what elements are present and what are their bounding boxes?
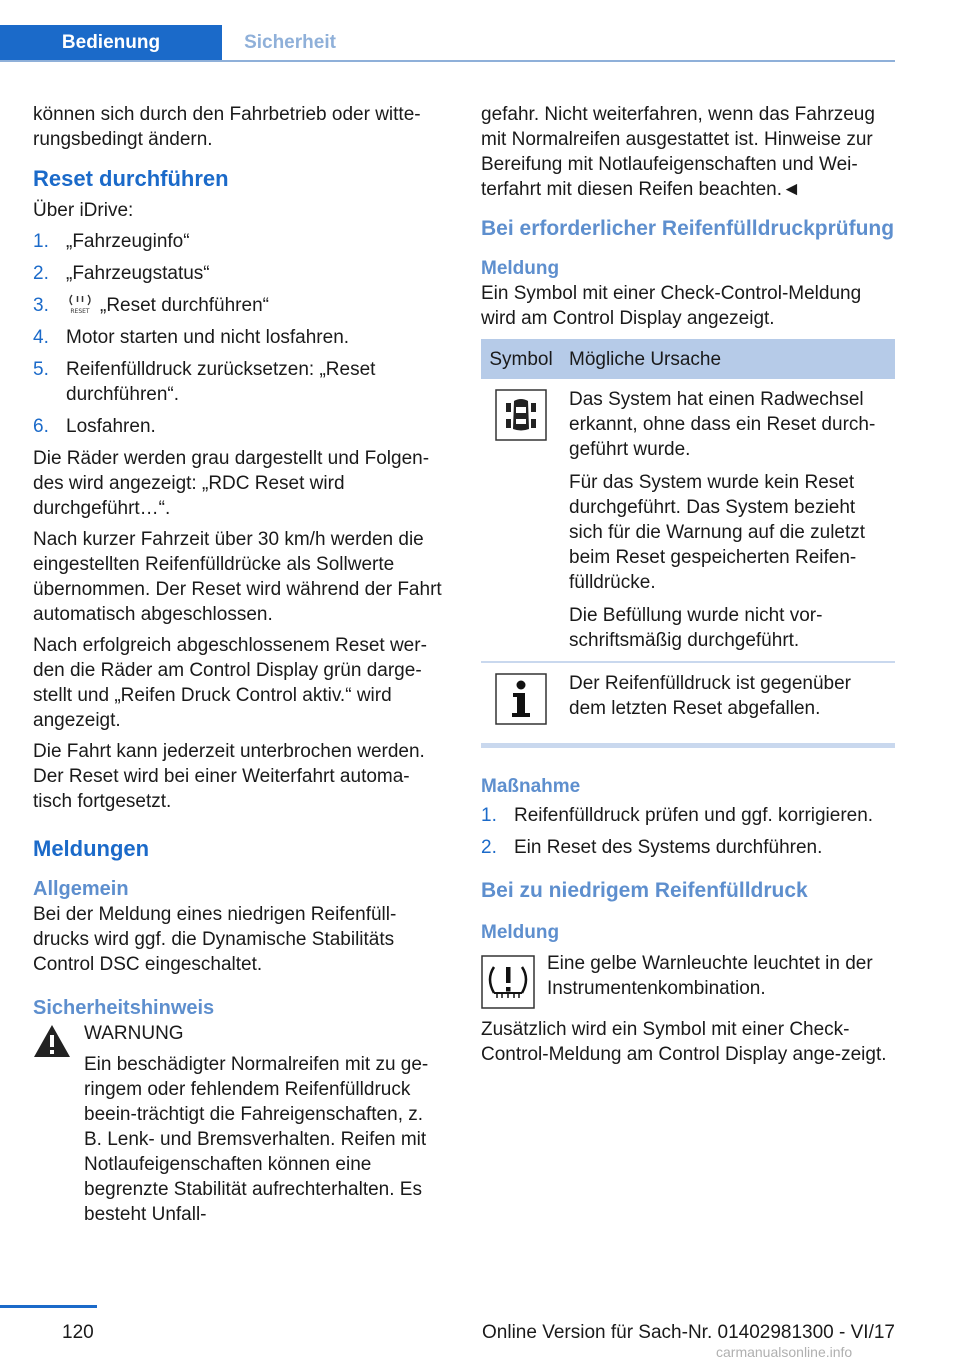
step-number: 1. [33,231,49,252]
list-item [481,803,895,828]
check-heading: Bei erforderlicher Reifenfülldruckprüfung [481,217,895,240]
tab-sicherheit[interactable]: Sicherheit [222,25,358,61]
tire-pressure-warning-icon [481,955,535,1009]
right-column [481,102,895,1073]
step-number: 5. [33,359,49,380]
allgemein-text: Bei der Meldung eines niedrigen Reifenfüll-drucks wird ggf. die Dynamische Stabilitäts Control DSC eingeschaltet. [33,904,397,975]
cause-text: Der Reifenfülldruck ist gegenüber dem letzten Reset abgefallen. [569,673,851,719]
step-number: 2. [33,263,49,284]
step-text: „Fahrzeugstatus“ [66,263,210,284]
reset-heading: Reset durchführen [33,166,229,191]
warning-lamp-block [481,951,895,1007]
footer-rule [0,1305,97,1308]
warning-block [33,1021,445,1227]
intro-text: können sich durch den Fahrbetrieb oder witte-rungsbedingt ändern. [33,104,421,150]
list-item [33,357,445,407]
cause-text: Das System hat einen Radwechsel erkannt, ohne dass ein Reset durch-geführt wurde. [569,389,876,460]
list-item [33,414,445,439]
tire-reset-icon [66,293,94,315]
step-text: Motor starten und nicht losfahren. [66,327,350,348]
warning-text [84,1052,445,1227]
paragraph: Die Räder werden grau dargestellt und Folgen-des wird angezeigt: „RDC Reset wird durchgeführt…“. [33,448,430,519]
safety-heading: Sicherheitshinweis [33,997,215,1019]
step-text: Reifenfülldruck prüfen und ggf. korrigieren. [514,805,874,826]
step-number: 3. [33,295,49,316]
lamp-text: Eine gelbe Warnleuchte leuchtet in der Instrumentenkombination. [547,953,873,999]
left-column [33,102,445,1227]
warning-triangle-icon [33,1024,71,1058]
symbol-cell [481,379,561,662]
meldungen-heading: Meldungen [33,836,150,861]
meldung-heading: Meldung [481,258,560,279]
symbol-table [481,339,895,748]
table-row [481,662,895,746]
header-rule [0,60,895,62]
massnahme-steps [481,803,895,860]
cause-cell [561,662,895,746]
step-number: 4. [33,327,49,348]
step-text: „Reset durchführen“ [100,295,269,316]
warning-continuation: gefahr. Nicht weiterfahren, wenn das Fahrzeug mit Normalreifen ausgestattet ist. Hinweise zur Bereifung mit Notlaufeigenschaften und Wei-terfahrt mit diesen Reifen beachten.◄ [481,104,875,200]
list-item [33,293,445,318]
page-number: 120 [62,1322,94,1343]
online-version-note: Online Version für Sach-Nr. 01402981300 - VI/17 [482,1322,895,1343]
list-item [481,835,895,860]
cause-text: Die Befüllung wurde nicht vor-schriftsmäßig durchgeführt. [569,605,823,651]
reset-steps [33,229,445,439]
meldung-heading-2: Meldung [481,922,560,943]
column-header-cause: Mögliche Ursache [561,339,895,379]
cause-cell [561,379,895,662]
paragraph: Die Fahrt kann jederzeit unterbrochen werden. Der Reset wird bei einer Weiterfahrt automa-tisch fortgesetzt. [33,741,425,812]
paragraph: Nach erfolgreich abgeschlossenem Reset wer-den die Räder am Control Display grün darge-stellt und „Reifen Druck Control aktiv.“ wird angezeigt. [33,635,427,731]
step-text: Losfahren. [66,416,156,437]
list-item [33,229,445,254]
tab-bedienung[interactable]: Bedienung [0,25,222,61]
step-text: Ein Reset des Systems durchführen. [514,837,823,858]
warning-title: WARNUNG [84,1023,184,1044]
watermark: carmanualsonline.info [716,1344,853,1360]
info-icon [495,673,547,725]
meldung-text: Ein Symbol mit einer Check-Control-Meldung wird am Control Display angezeigt. [481,283,862,329]
step-text: Reifenfülldruck zurücksetzen: „Reset durchführen“. [66,359,376,405]
table-row [481,379,895,662]
svg-text:RESET: RESET [70,308,90,315]
allgemein-heading: Allgemein [33,878,129,900]
list-item [33,261,445,286]
low-pressure-heading: Bei zu niedrigem Reifenfülldruck [481,879,808,902]
column-header-symbol: Symbol [481,339,561,379]
section-tabs [0,25,895,61]
final-text: Zusätzlich wird ein Symbol mit einer Check-Control-Meldung am Control Display ange-zeigt. [481,1019,887,1065]
tire-change-icon [495,389,547,441]
cause-text: Für das System wurde kein Reset durchgeführt. Das System bezieht sich für die Warnung auf die zuletzt beim Reset gespeicherten Reifen-fülldrücke. [569,472,866,593]
paragraph: Nach kurzer Fahrzeit über 30 km/h werden die eingestellten Reifenfülldrücke als Sollwerte übernommen. Der Reset wird während der Fahrt automatisch abgeschlossen. [33,529,442,625]
reset-via: Über iDrive: [33,200,134,221]
list-item [33,325,445,350]
step-text: „Fahrzeuginfo“ [66,231,190,252]
massnahme-heading: Maßnahme [481,776,581,797]
step-number: 2. [481,837,497,858]
warning-text-content: Ein beschädigter Normalreifen mit zu ge-ringem oder fehlendem Reifenfülldruck beein-trächtigt die Fahreigenschaften, z. B. Lenk- und Bremsverhalten. Reifen mit Notlaufeigenschaften können eine begrenzte Stabilität aufrechterhalten. Es besteht Unfall- [84,1054,429,1225]
symbol-cell [481,662,561,746]
step-number: 1. [481,805,497,826]
step-number: 6. [33,416,49,437]
